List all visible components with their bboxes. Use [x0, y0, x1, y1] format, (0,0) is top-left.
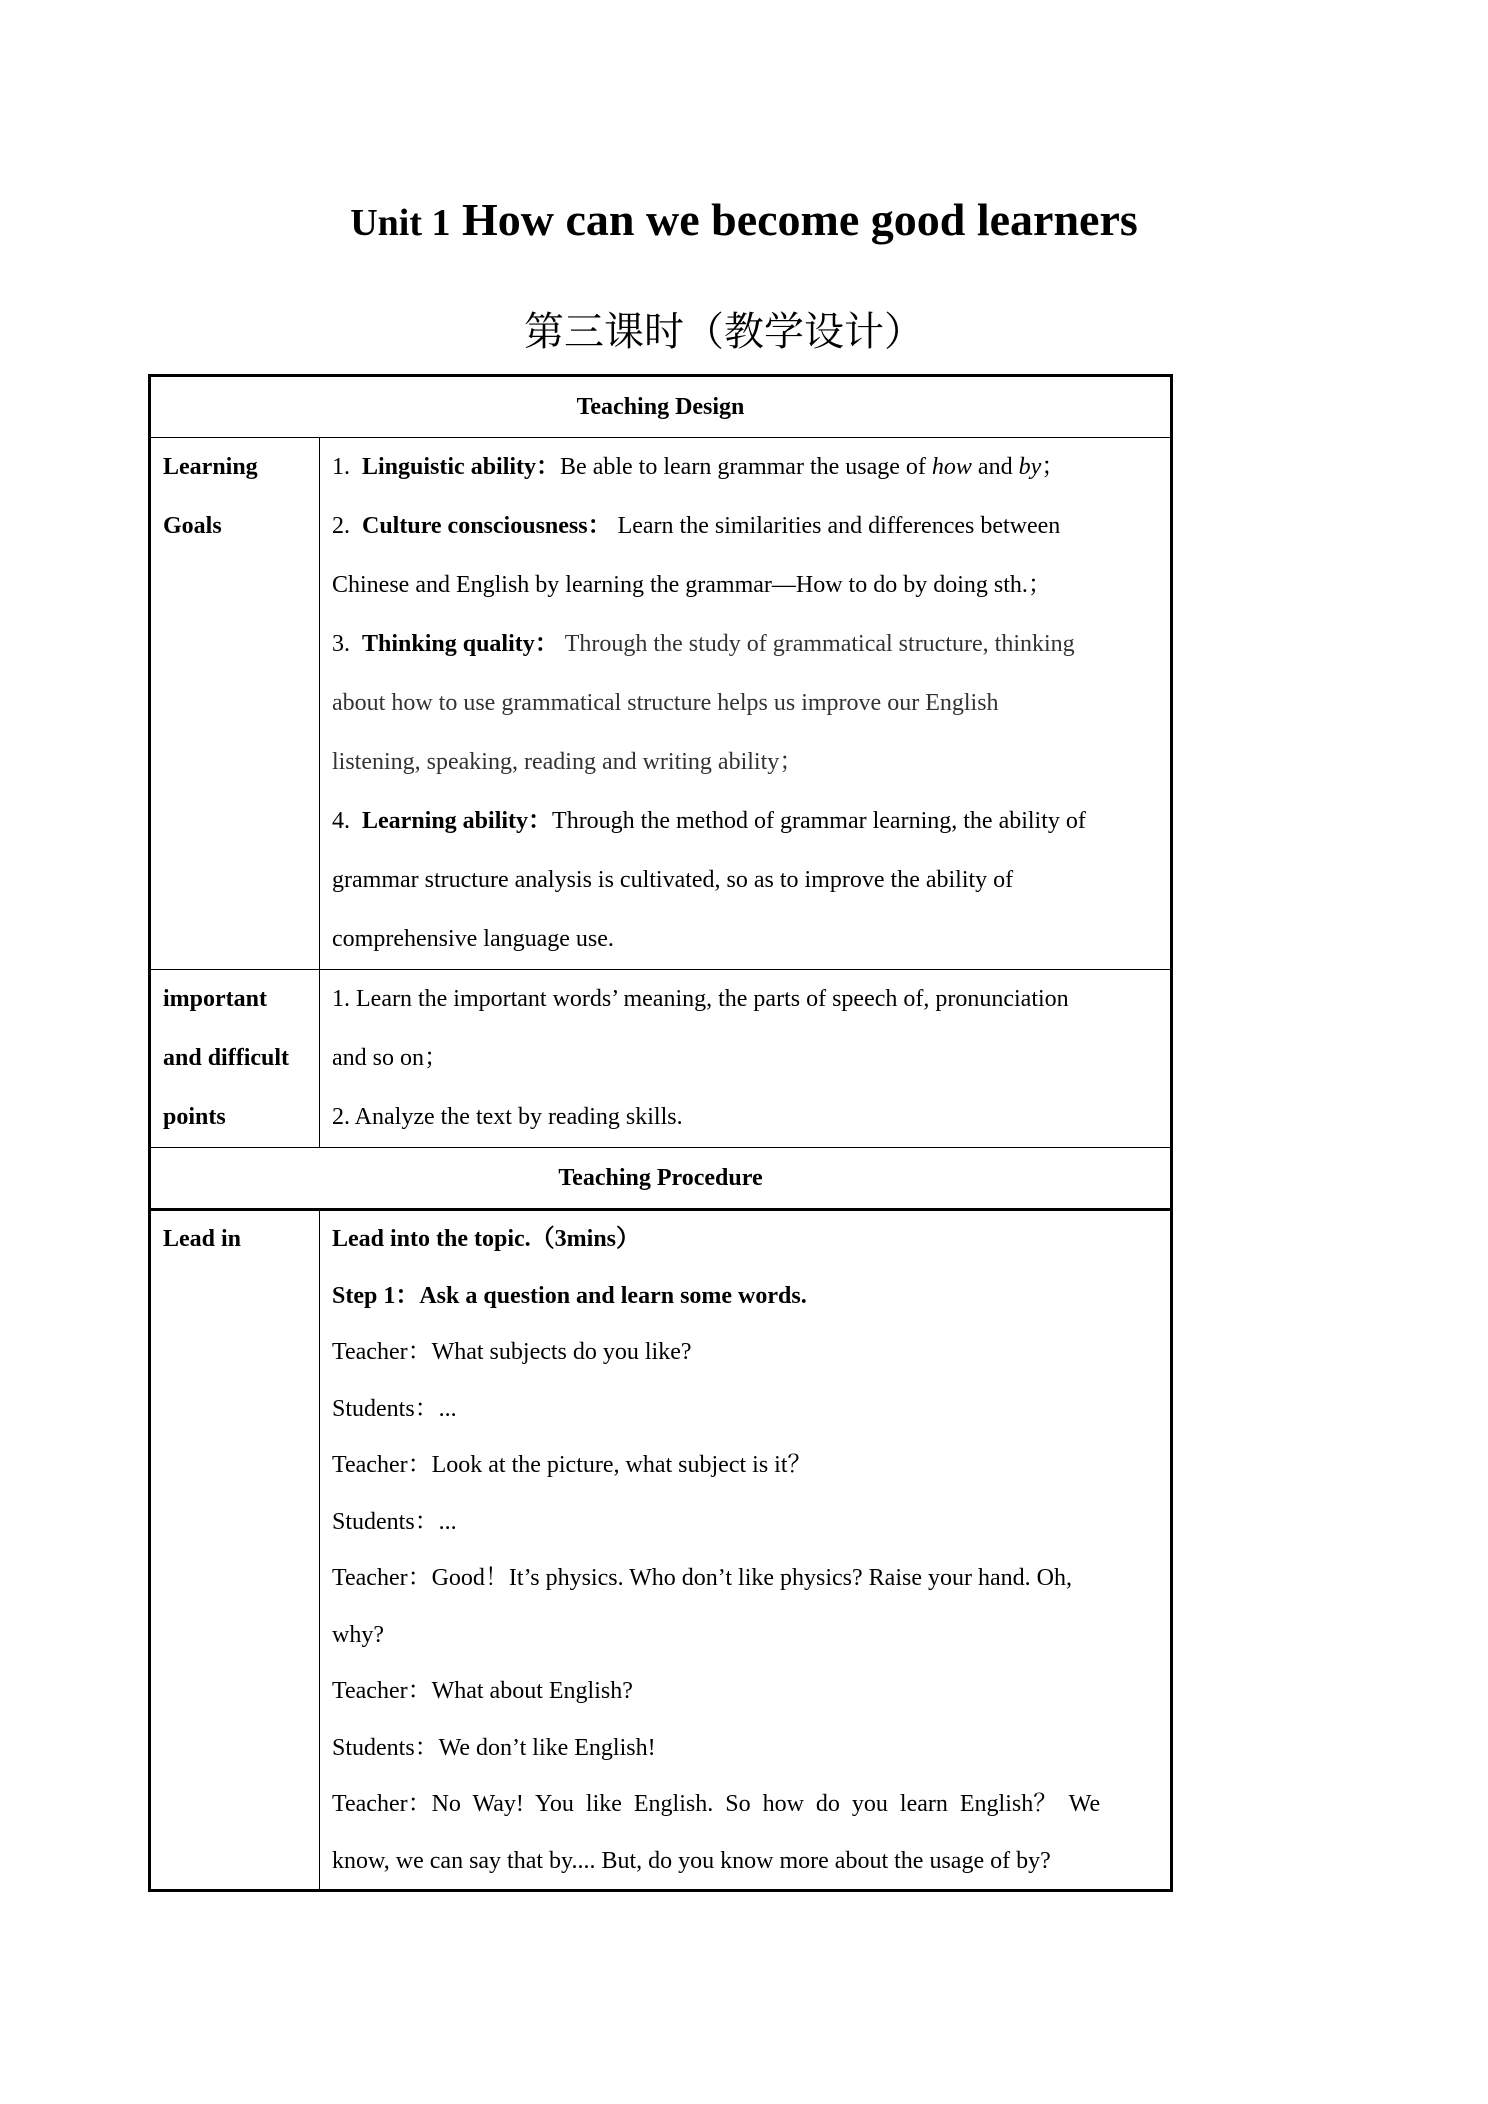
teaching-design-header-row [150, 376, 1172, 438]
teaching-procedure-header: Teaching Procedure [150, 1148, 1172, 1210]
goal-item-1: 1. Linguistic ability：Be able to learn grammar the usage of how and by； [332, 454, 1066, 480]
goal-item-4-cont1: grammar structure analysis is cultivated, so as to improve the ability of [332, 867, 1014, 893]
lead-in-heading: Lead into the topic.（3mins） [332, 1226, 641, 1252]
teaching-design-table [148, 374, 1173, 1892]
unit-title: How can we become good learners [461, 194, 1138, 245]
difficult-points-content [320, 970, 1172, 1148]
goal-item-3-cont2: listening, speaking, reading and writing ability； [332, 749, 804, 775]
lesson-subtitle: 第三课时（教学设计） [524, 309, 924, 355]
goal-item-3-cont1: about how to use grammatical structure helps us improve our English [332, 690, 999, 716]
goal-item-4-cont2: comprehensive language use. [332, 926, 614, 952]
dialogue-line: why? [332, 1621, 384, 1648]
lead-in-content [320, 1210, 1172, 1891]
lead-in-row [150, 1210, 1172, 1891]
dialogue-line: Teacher：What about English? [332, 1678, 633, 1704]
goal-item-4: 4. Learning ability：Through the method of grammar learning, the ability of [332, 808, 1086, 834]
teaching-design-header: Teaching Design [150, 376, 1172, 438]
difficult-points-row [150, 970, 1172, 1148]
dialogue-line: Teacher：What subjects do you like? [332, 1339, 692, 1365]
teaching-procedure-header-row [150, 1148, 1172, 1210]
learning-goals-content [320, 438, 1172, 970]
goal-item-2-cont: Chinese and English by learning the grammar—How to do by doing sth.； [332, 572, 1052, 598]
document-title [0, 190, 1488, 253]
lead-in-label: Lead in [150, 1210, 320, 1891]
dialogue-line: Students：... [332, 1508, 457, 1535]
dialogue-line: Teacher：No Way! You like English. So how do you learn English？ We [332, 1791, 1101, 1817]
dialogue-line: know, we can say that by.... But, do you know more about the usage of by? [332, 1847, 1051, 1874]
difficult-item-2: 2. Analyze the text by reading skills. [332, 1104, 683, 1130]
dialogue-line: Teacher：Look at the picture, what subject is it？ [332, 1452, 812, 1478]
dialogue-line: Teacher：Good！It’s physics. Who don’t like physics? Raise your hand. Oh, [332, 1565, 1072, 1591]
learning-goals-row [150, 438, 1172, 970]
difficult-item-1a: 1. Learn the important words’ meaning, the parts of speech of, pronunciation [332, 986, 1069, 1012]
lead-in-step: Step 1：Ask a question and learn some words. [332, 1282, 807, 1309]
learning-goals-label: Learning Goals [150, 438, 320, 970]
dialogue-line: Students：... [332, 1395, 457, 1422]
difficult-item-1b: and so on； [332, 1045, 448, 1071]
goal-item-2: 2. Culture consciousness： Learn the similarities and differences between [332, 513, 1061, 539]
unit-number: Unit 1 [350, 202, 451, 244]
goal-item-3: 3. Thinking quality： Through the study of grammatical structure, thinking [332, 631, 1075, 657]
difficult-points-label: important and difficult points [150, 970, 320, 1148]
dialogue-line: Students：We don’t like English! [332, 1734, 656, 1761]
